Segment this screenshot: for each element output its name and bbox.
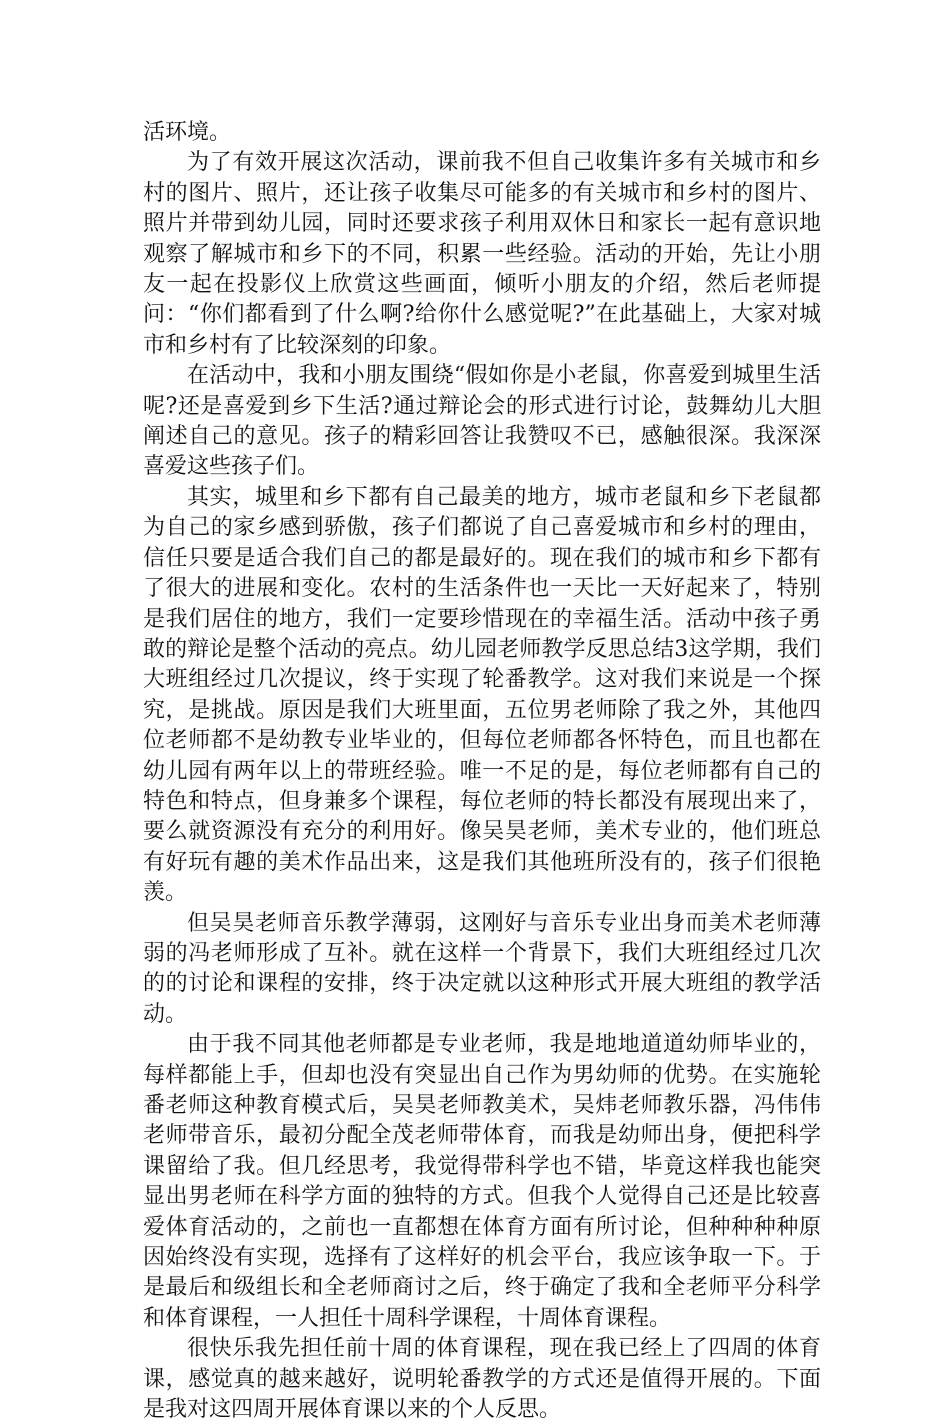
paragraph-reflection: 其实，城里和乡下都有自己最美的地方，城市老鼠和乡下老鼠都为自己的家乡感到骄傲，孩子们都说了自己喜爱城市和乡村的理由，信任只要是适合我们自己的都是最好的。现在我们的城市和乡下都有了很大的进展和变化。农村的生活条件也一天比一天好起来了，特别是我们居住的地方，我们一定要珍惜现在的幸福生活。活动中孩子勇敢的辩论是整个活动的亮点。幼儿园老师教学反思总结3这学期，我们大班组经过几次提议，终于实现了轮番教学。这对我们来说是一个探究，是挑战。原因是我们大班里面，五位男老师除了我之外，其他四位老师都不是幼教专业毕业的，但每位老师都各怀特色，而且也都在幼儿园有两年以上的带班经验。唯一不足的是，每位老师都有自己的特色和特点，但身兼多个课程，每位老师的特长都没有展现出来了，要么就资源没有充分的利用好。像吴昊老师，美术专业的，他们班总有好玩有趣的美术作品出来，这是我们其他班所没有的，孩子们很艳羡。 [143, 484, 821, 906]
paragraph-continuation: 活环境。 [143, 120, 232, 145]
paragraph-arrangement: 由于我不同其他老师都是专业老师，我是地地道道幼师毕业的，每样都能上手，但却也没有突显出自己作为男幼师的优势。在实施轮番老师这种教育模式后，吴昊老师教美术，吴炜老师教乐器，冯伟伟老师带音乐，最初分配全茂老师带体育，而我是幼师出身，便把科学课留给了我。但几经思考，我觉得带科学也不错，毕竟这样我也能突显出男老师在科学方面的独特的方式。但我个人觉得自己还是比较喜爱体育活动的，之前也一直都想在体育方面有所讨论，但种种种种原因始终没有实现，选择有了这样好的机会平台，我应该争取一下。于是最后和级组长和全老师商讨之后，终于确定了我和全老师平分科学和体育课程，一人担任十周科学课程，十周体育课程。 [143, 1032, 821, 1331]
paragraph-complement: 但吴昊老师音乐教学薄弱，这刚好与音乐专业出身而美术老师薄弱的冯老师形成了互补。就在这样一个背景下，我们大班组经过几次的的讨论和课程的安排，终于决定就以这种形式开展大班组的教学活动。 [143, 910, 821, 1027]
paragraph-conclusion: 很快乐我先担任前十周的体育课程，现在我已经上了四周的体育课，感觉真的越来越好，说明轮番教学的方式还是值得开展的。下面是我对这四周开展体育课以来的个人反思。 [143, 1336, 821, 1423]
paragraph-debate: 在活动中，我和小朋友围绕“假如你是小老鼠，你喜爱到城里生活呢?还是喜爱到乡下生活?通过辩论会的形式进行讨论，鼓舞幼儿大胆阐述自己的意见。孩子的精彩回答让我赞叹不已，感触很深。我深深喜爱这些孩子们。 [143, 363, 821, 480]
paragraph-preparation: 为了有效开展这次活动，课前我不但自己收集许多有关城市和乡村的图片、照片，还让孩子收集尽可能多的有关城市和乡村的图片、照片并带到幼儿园，同时还要求孩子利用双休日和家长一起有意识地观察了解城市和乡下的不同，积累一些经验。活动的开始，先让小朋友一起在投影仪上欣赏这些画面，倾听小朋友的介绍，然后老师提问：“你们都看到了什么啊?给你什么感觉呢?”在此基础上，大家对城市和乡村有了比较深刻的印象。 [143, 150, 821, 358]
document-body [143, 118, 821, 1425]
